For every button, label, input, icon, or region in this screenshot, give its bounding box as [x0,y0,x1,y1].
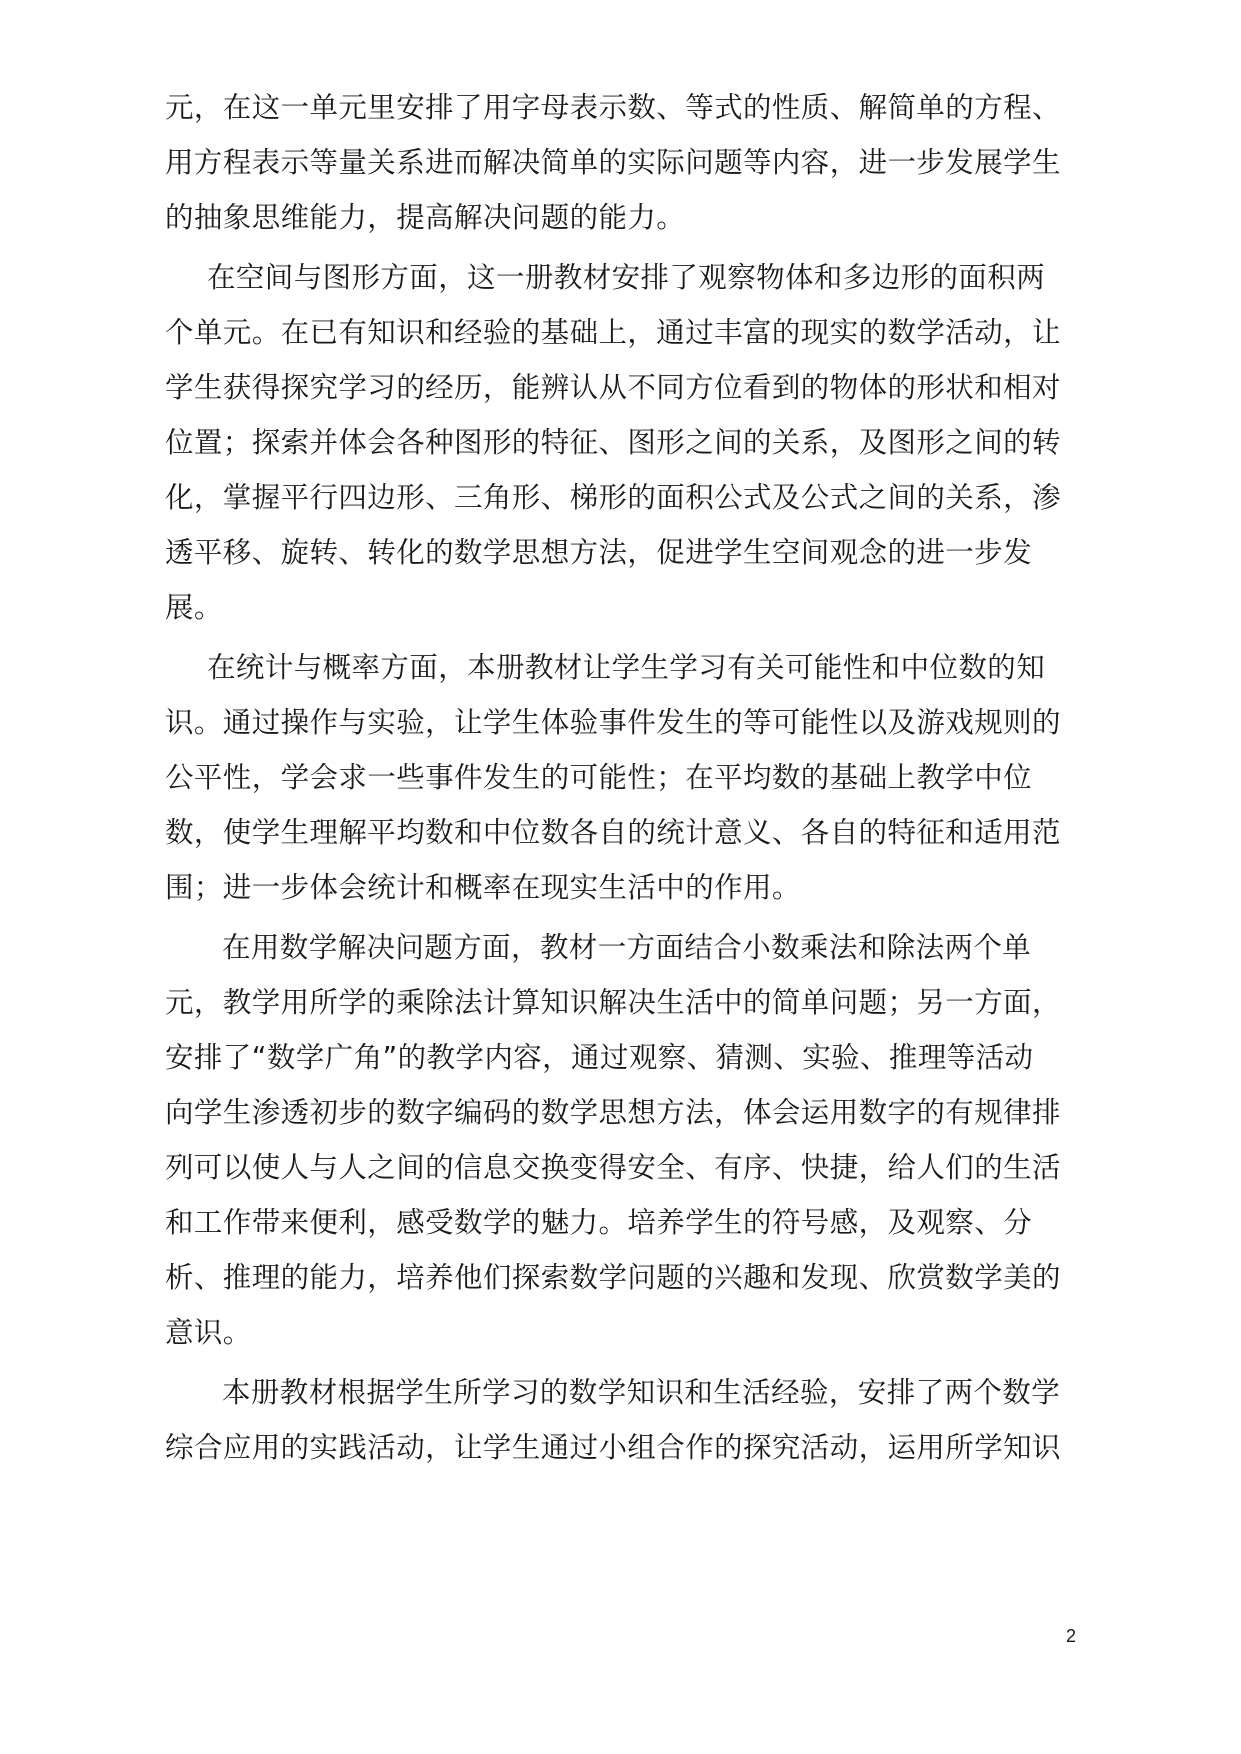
paragraph-4-line-2: 元，教学用所学的乘除法计算知识解决生活中的简单问题；另一方面， [165,986,1061,1019]
paragraph-2-line-1: 在空间与图形方面，这一册教材安排了观察物体和多边形的面积两 [207,261,1046,294]
paragraph-2-line-2: 个单元。在已有知识和经验的基础上，通过丰富的现实的数学活动，让 [165,316,1061,349]
paragraph-5-line-2: 综合应用的实践活动，让学生通过小组合作的探究活动，运用所学知识 [165,1431,1061,1464]
paragraph-5-line-1: 本册教材根据学生所学习的数学知识和生活经验，安排了两个数学 [222,1376,1061,1409]
paragraph-2-line-7: 展。 [165,591,223,624]
paragraph-3-line-3: 公平性，学会求一些事件发生的可能性；在平均数的基础上教学中位 [165,761,1033,794]
paragraph-1-line-3: 的抽象思维能力，提高解决问题的能力。 [165,201,686,234]
page-number: 2 [1066,1626,1077,1646]
paragraph-2-line-3: 学生获得探究学习的经历，能辨认从不同方位看到的物体的形状和相对 [165,371,1061,404]
paragraph-1-line-2: 用方程表示等量关系进而解决简单的实际问题等内容，进一步发展学生 [165,146,1061,179]
paragraph-4-line-1: 在用数学解决问题方面，教材一方面结合小数乘法和除法两个单 [222,931,1032,964]
paragraph-4-line-5: 列可以使人与人之间的信息交换变得安全、有序、快捷，给人们的生活 [165,1151,1061,1184]
paragraph-4-line-8: 意识。 [165,1316,252,1349]
paragraph-3-line-2: 识。通过操作与实验，让学生体验事件发生的等可能性以及游戏规则的 [165,706,1061,739]
paragraph-2-line-6: 透平移、旋转、转化的数学思想方法，促进学生空间观念的进一步发 [165,536,1033,569]
paragraph-4-line-6: 和工作带来便利，感受数学的魅力。培养学生的符号感，及观察、分 [165,1206,1033,1239]
paragraph-4-line-3: 安排了“数学广角”的教学内容，通过观察、猜测、实验、推理等活动 [165,1041,1034,1074]
paragraph-2-line-5: 化，掌握平行四边形、三角形、梯形的面积公式及公式之间的关系，渗 [165,481,1061,514]
paragraph-2-line-4: 位置；探索并体会各种图形的特征、图形之间的关系，及图形之间的转 [165,426,1061,459]
paragraph-3-line-5: 围；进一步体会统计和概率在现实生活中的作用。 [165,871,801,904]
paragraph-4-line-4: 向学生渗透初步的数字编码的数学思想方法，体会运用数字的有规律排 [165,1096,1061,1129]
paragraph-4-line-7: 析、推理的能力，培养他们探索数学问题的兴趣和发现、欣赏数学美的 [165,1261,1061,1294]
paragraph-1-line-1: 元，在这一单元里安排了用字母表示数、等式的性质、解简单的方程、 [165,91,1061,124]
paragraph-3-line-1: 在统计与概率方面，本册教材让学生学习有关可能性和中位数的知 [207,651,1046,684]
paragraph-3-line-4: 数，使学生理解平均数和中位数各自的统计意义、各自的特征和适用范 [165,816,1061,849]
